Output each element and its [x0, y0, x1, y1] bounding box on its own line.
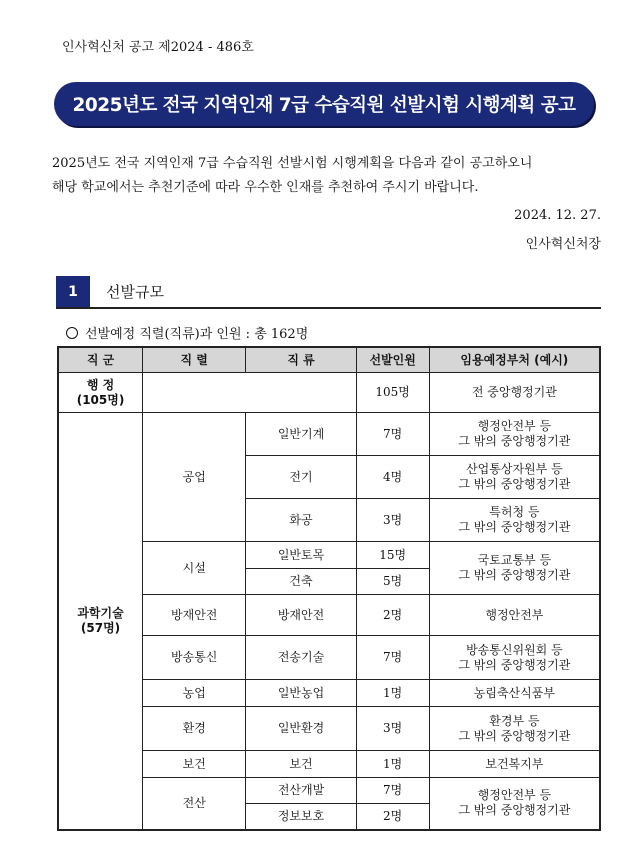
- dept-line: 산업통상자원부 등: [466, 462, 563, 476]
- bullet-line: [66, 323, 308, 342]
- type-cell: 정보보호: [246, 804, 356, 830]
- table-header-row: [58, 347, 600, 373]
- type-cell: 건축: [246, 569, 356, 595]
- section-number-badge: 1: [56, 276, 90, 307]
- group-name: 과학기술: [77, 605, 124, 620]
- intro-paragraph: 2025년도 전국 지역인재 7급 수습직원 선발시험 시행계획을 다음과 같이 공고하오니 해당 학교에서는 추천기준에 따라 우수한 인재를 추천하여 주시기 바랍니다.: [52, 156, 533, 195]
- dept-line: 특허청 등: [489, 505, 540, 519]
- count-cell: 15명: [356, 542, 429, 569]
- count-cell: 2명: [356, 804, 429, 830]
- dept-cell: 전 중앙행정기관: [429, 373, 600, 413]
- dept-line: 환경부 등: [489, 713, 540, 728]
- header-group: 직 군: [58, 347, 143, 373]
- count-cell: 2명: [356, 595, 429, 636]
- group-count: (57명): [80, 620, 121, 635]
- dept-cell: [429, 636, 600, 680]
- type-cell: 방재안전: [246, 595, 356, 636]
- series-cell: 시설: [143, 542, 246, 595]
- group-name: 행 정: [86, 377, 115, 392]
- series-cell: 방재안전: [143, 595, 246, 636]
- count-cell: 5명: [356, 569, 429, 595]
- series-cell: 보건: [143, 751, 246, 778]
- dept-line: 그 밖의 중앙행정기관: [458, 434, 571, 448]
- notice-date: 2024. 12. 27.: [514, 208, 601, 223]
- bullet-text: 선발예정 직렬(직류)과 인원 : 총 162명: [85, 327, 309, 342]
- dept-line: 그 밖의 중앙행정기관: [458, 568, 571, 582]
- series-cell: 농업: [143, 680, 246, 707]
- type-cell: 화공: [246, 499, 356, 542]
- dept-cell: [429, 542, 600, 595]
- count-cell: 1명: [356, 680, 429, 707]
- dept-cell: [429, 499, 600, 542]
- count-cell: 4명: [356, 456, 429, 499]
- dept-line: 국토교통부 등: [477, 553, 552, 567]
- dept-cell: [429, 707, 600, 751]
- section-title: 선발규모: [106, 283, 164, 301]
- count-cell: 7명: [356, 778, 429, 804]
- type-cell: 일반환경: [246, 707, 356, 751]
- type-cell: 전산개발: [246, 778, 356, 804]
- type-cell: 전송기술: [246, 636, 356, 680]
- type-cell: 보건: [246, 751, 356, 778]
- series-cell: 공업: [143, 413, 246, 542]
- header-series: 직 렬: [143, 347, 246, 373]
- dept-line: 그 밖의 중앙행정기관: [458, 477, 571, 491]
- dept-line: 그 밖의 중앙행정기관: [458, 803, 571, 818]
- dept-line: 행정안전부 등: [477, 788, 552, 803]
- dept-line: 그 밖의 중앙행정기관: [458, 520, 571, 534]
- table-row: [58, 413, 600, 456]
- group-cell-haengjeong: [58, 373, 143, 413]
- signer: 인사혁신처장: [525, 237, 601, 252]
- count-cell: 7명: [356, 636, 429, 680]
- section-divider: [56, 307, 601, 309]
- header-type: 직 류: [246, 347, 356, 373]
- page-title: 2025년도 전국 지역인재 7급 수습직원 선발시험 시행계획 공고: [72, 95, 576, 116]
- quota-table: [57, 346, 601, 831]
- series-cell: 전산: [143, 778, 246, 830]
- type-cell: 전기: [246, 456, 356, 499]
- dept-cell: 보건복지부: [429, 751, 600, 778]
- count-cell: 3명: [356, 499, 429, 542]
- notice-number: 인사혁신처 공고 제2024 - 486호: [62, 40, 254, 55]
- type-cell: 일반기계: [246, 413, 356, 456]
- dept-line: 행정안전부 등: [477, 419, 552, 433]
- series-cell: 환경: [143, 707, 246, 751]
- dept-cell: [429, 778, 600, 830]
- type-cell: 일반토목: [246, 542, 356, 569]
- dept-cell: 농림축산식품부: [429, 680, 600, 707]
- table-row: [58, 373, 600, 413]
- count-cell: 3명: [356, 707, 429, 751]
- group-cell-gwahak: [58, 413, 143, 830]
- dept-cell: 행정안전부: [429, 595, 600, 636]
- dept-line: 방송통신위원회 등: [466, 642, 563, 657]
- group-count: (105명): [76, 392, 125, 407]
- title-banner: [54, 82, 594, 126]
- type-cell: 일반농업: [246, 680, 356, 707]
- count-cell: 105명: [356, 373, 429, 413]
- header-count: 선발인원: [356, 347, 429, 373]
- count-cell: 7명: [356, 413, 429, 456]
- series-cell: 방송통신: [143, 636, 246, 680]
- empty-cell: [143, 373, 357, 413]
- circle-bullet-icon: [66, 327, 78, 339]
- count-cell: 1명: [356, 751, 429, 778]
- dept-cell: [429, 456, 600, 499]
- header-dept: 임용예정부처 (예시): [429, 347, 600, 373]
- dept-line: 그 밖의 중앙행정기관: [458, 728, 571, 743]
- dept-line: 그 밖의 중앙행정기관: [458, 657, 571, 672]
- dept-cell: [429, 413, 600, 456]
